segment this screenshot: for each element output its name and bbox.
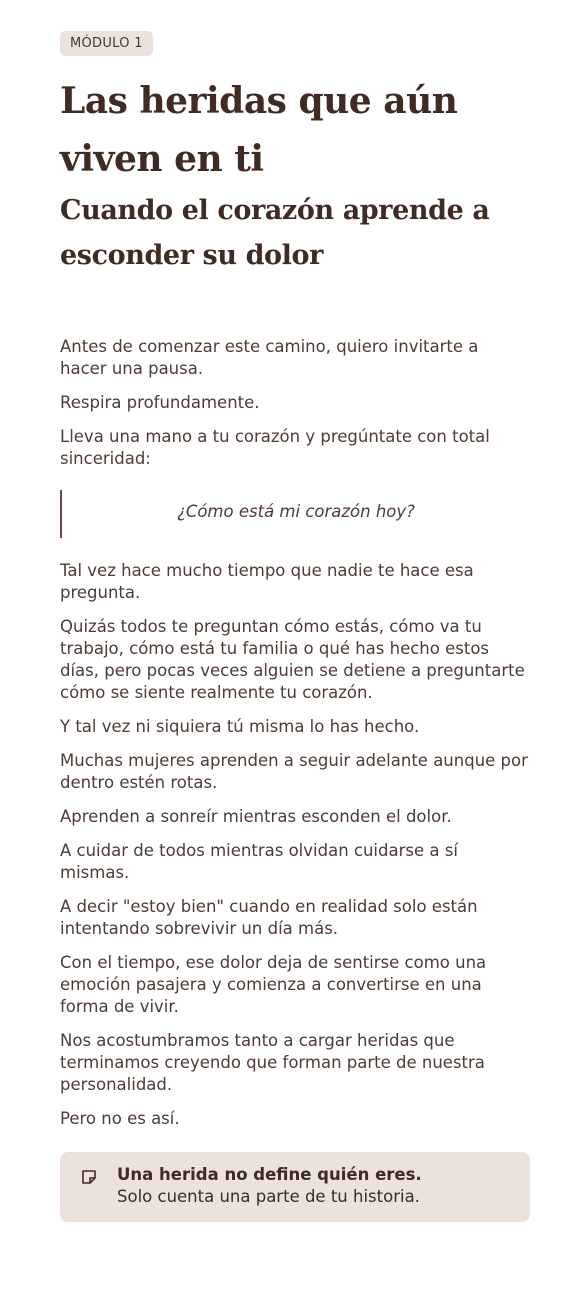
reflection-quote — [60, 490, 530, 538]
paragraph: A cuidar de todos mientras olvidan cuidarse a sí mismas. — [60, 841, 458, 882]
paragraph: Tal vez hace mucho tiempo que nadie te hace esa pregunta. — [60, 561, 474, 602]
paragraph: Muchas mujeres aprenden a seguir adelante aunque por dentro estén rotas. — [60, 751, 528, 792]
key-insight-callout — [60, 1152, 530, 1222]
paragraph: A decir "estoy bien" cuando en realidad solo están intentando sobrevivir un día más. — [60, 897, 478, 938]
paragraph: Respira profundamente. — [60, 393, 260, 412]
paragraph: Aprenden a sonreír mientras esconden el dolor. — [60, 807, 452, 826]
paragraph: Antes de comenzar este camino, quiero invitarte a hacer una pausa. — [60, 337, 479, 378]
paragraph: Quizás todos te preguntan cómo estás, cómo va tu trabajo, cómo está tu familia o qué has hecho estos días, pero pocas veces alguien se detiene a preguntarte cómo se siente realmente tu corazón. — [60, 617, 525, 702]
paragraph: Pero no es así. — [60, 1109, 180, 1128]
paragraph: Lleva una mano a tu corazón y pregúntate con total sinceridad: — [60, 427, 490, 468]
page-subtitle: Cuando el corazón aprende a esconder su dolor — [60, 195, 490, 271]
paragraph: Nos acostumbramos tanto a cargar heridas que terminamos creyendo que forman parte de nuestra personalidad. — [60, 1031, 485, 1094]
paragraph: Y tal vez ni siquiera tú misma lo has hecho. — [60, 717, 420, 736]
quote-text: ¿Cómo está mi corazón hoy? — [177, 502, 415, 521]
module-page — [60, 31, 530, 1222]
page-title: Las heridas que aún viven en ti — [60, 80, 458, 180]
lesson-body — [60, 336, 530, 1130]
callout-text: Solo cuenta una parte de tu historia. — [117, 1187, 420, 1206]
callout-title: Una herida no define quién eres. — [117, 1165, 422, 1184]
module-badge: MÓDULO 1 — [60, 31, 153, 56]
paragraph: Con el tiempo, ese dolor deja de sentirse como una emoción pasajera y comienza a convertirse en una forma de vivir. — [60, 953, 487, 1016]
callout-body — [117, 1164, 422, 1208]
note-icon — [80, 1168, 98, 1186]
